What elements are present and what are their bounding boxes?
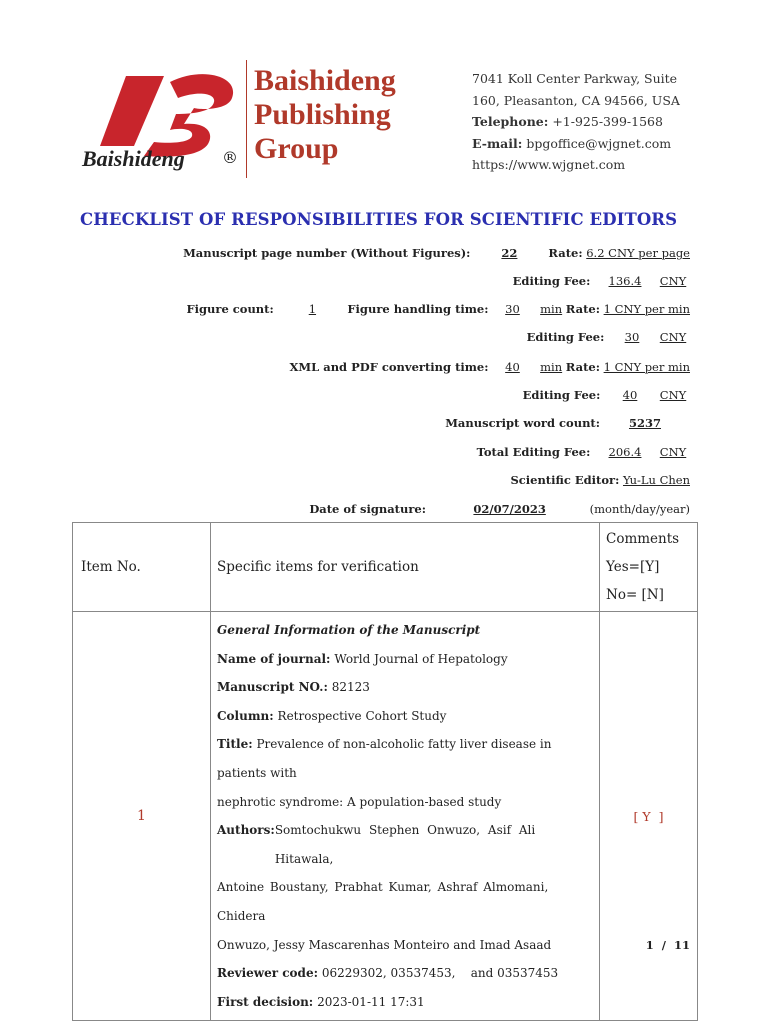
currency-label: CNY xyxy=(659,388,687,402)
yes-legend: Yes=[Y] xyxy=(606,559,660,575)
rate-label: Rate: xyxy=(565,360,600,374)
figure-count-label: Figure count: xyxy=(186,302,274,316)
company-line: Group xyxy=(254,132,339,165)
authors-line-3: Onwuzo, Jessy Mascarenhas Monteiro and Imad Asaad xyxy=(217,937,552,952)
telephone-value: +1-925-399-1568 xyxy=(552,114,663,129)
email-link[interactable]: bpgoffice@wjgnet.com xyxy=(526,135,672,151)
reviewer-label: Reviewer code: xyxy=(217,966,319,981)
no-legend: No= [N] xyxy=(606,587,664,603)
row-details xyxy=(211,612,600,1021)
logo-wordmark: Baishideng xyxy=(82,146,185,171)
page-fee-value: 136.4 xyxy=(608,274,642,288)
editor-label: Scientific Editor: xyxy=(510,473,620,487)
date-value: 02/07/2023 xyxy=(473,502,546,516)
title-line xyxy=(217,730,593,787)
word-count-line xyxy=(445,416,690,430)
journal-value: World Journal of Hepatology xyxy=(334,651,508,666)
total-fee-label: Total Editing Fee: xyxy=(476,445,591,459)
rate-label: Rate: xyxy=(565,302,600,316)
figure-rate-value: 1 CNY per min xyxy=(603,302,690,316)
word-count-label: Manuscript word count: xyxy=(445,416,600,430)
section-heading: General Information of the Manuscript xyxy=(217,623,481,637)
date-format: (month/day/year) xyxy=(589,502,690,516)
manuscript-no-line xyxy=(217,673,593,702)
company-name xyxy=(254,64,396,166)
authors-line-2: Antoine Boustany, Prabhat Kumar, Ashraf Almomani, Chidera xyxy=(217,880,549,923)
decision-label: First decision: xyxy=(217,994,314,1009)
editing-fee-label: Editing Fee: xyxy=(512,274,591,288)
header-item-no: Item No. xyxy=(73,523,211,612)
currency-label: CNY xyxy=(659,274,687,288)
page-number-line xyxy=(183,246,690,260)
decision-line xyxy=(217,988,593,1017)
journal-line xyxy=(217,645,593,674)
figure-time-value: 30 xyxy=(505,302,520,316)
authors-line xyxy=(217,816,593,873)
page-number: 1 / 11 xyxy=(645,938,690,952)
page-number-label: Manuscript page number (Without Figures): xyxy=(183,246,471,260)
table-row xyxy=(73,612,698,1021)
address-line: 160, Pleasanton, CA 94566, USA xyxy=(472,92,680,108)
company-line: Baishideng xyxy=(254,64,396,97)
publisher-logo xyxy=(82,58,252,178)
email-label: E-mail: xyxy=(472,135,523,151)
figure-fee-value: 30 xyxy=(624,330,640,344)
editor-line xyxy=(510,473,690,487)
xml-line xyxy=(290,360,691,374)
date-label: Date of signature: xyxy=(309,502,426,516)
title-label: Title: xyxy=(217,737,253,752)
min-label: min xyxy=(540,302,563,316)
total-fee-line xyxy=(477,445,690,459)
date-line xyxy=(309,502,690,516)
page-rate-value: 6.2 CNY per page xyxy=(586,246,690,260)
column-line xyxy=(217,702,593,731)
total-fee-value: 206.4 xyxy=(608,445,642,459)
header-divider xyxy=(246,60,247,178)
row-comment[interactable]: [ Y ] xyxy=(600,612,698,1021)
email-line xyxy=(472,133,680,155)
xml-time-value: 40 xyxy=(505,360,520,374)
currency-label: CNY xyxy=(659,445,687,459)
telephone-label: Telephone: xyxy=(472,114,549,129)
contact-block xyxy=(472,68,680,176)
registered-mark-icon: ® xyxy=(222,148,238,167)
reviewer-value: 06229302, 03537453, and 03537453 xyxy=(321,966,559,981)
website-link[interactable]: https://www.wjgnet.com xyxy=(472,157,626,172)
document-title: CHECKLIST OF RESPONSIBILITIES FOR SCIENTIFIC EDITORS xyxy=(80,210,678,229)
checklist-table xyxy=(72,522,698,1021)
figure-count-value: 1 xyxy=(308,302,317,316)
title-value: Prevalence of non-alcoholic fatty liver disease in patients with xyxy=(217,737,552,780)
reviewer-line xyxy=(217,959,593,988)
company-line: Publishing xyxy=(254,98,391,131)
decision-value: 2023-01-11 17:31 xyxy=(317,994,425,1009)
journal-label: Name of journal: xyxy=(217,651,331,666)
manuscript-no-label: Manuscript NO.: xyxy=(217,680,328,695)
comments-label: Comments xyxy=(606,531,680,547)
header-comments xyxy=(600,523,698,612)
min-label: min xyxy=(540,360,563,374)
figure-line xyxy=(186,302,690,316)
editing-fee-label: Editing Fee: xyxy=(526,330,605,344)
row-number: 1 xyxy=(73,612,211,1021)
column-label: Column: xyxy=(217,708,274,723)
table-header-row xyxy=(73,523,698,612)
telephone-line xyxy=(472,111,680,133)
rate-label: Rate: xyxy=(548,246,583,260)
word-count-value: 5237 xyxy=(628,416,661,430)
column-value: Retrospective Cohort Study xyxy=(277,708,447,723)
page-number-value: 22 xyxy=(501,246,518,260)
xml-label: XML and PDF converting time: xyxy=(289,360,489,374)
xml-fee-line xyxy=(523,388,690,402)
authors-value: Somtochukwu Stephen Onwuzo, Asif Ali Hitawala, xyxy=(274,823,536,866)
figure-fee-line xyxy=(527,330,690,344)
xml-fee-value: 40 xyxy=(622,388,638,402)
header-specific-items: Specific items for verification xyxy=(211,523,600,612)
manuscript-no-value: 82123 xyxy=(331,680,370,695)
page-fee-line xyxy=(513,274,690,288)
address-line: 7041 Koll Center Parkway, Suite xyxy=(472,71,678,86)
editor-name: Yu-Lu Chen xyxy=(622,473,690,487)
authors-label: Authors: xyxy=(217,823,275,838)
xml-rate-value: 1 CNY per min xyxy=(603,360,690,374)
editing-fee-label: Editing Fee: xyxy=(522,388,601,402)
title-line-2: nephrotic syndrome: A population-based study xyxy=(217,794,502,809)
currency-label: CNY xyxy=(659,330,687,344)
figure-time-label: Figure handling time: xyxy=(347,302,489,316)
